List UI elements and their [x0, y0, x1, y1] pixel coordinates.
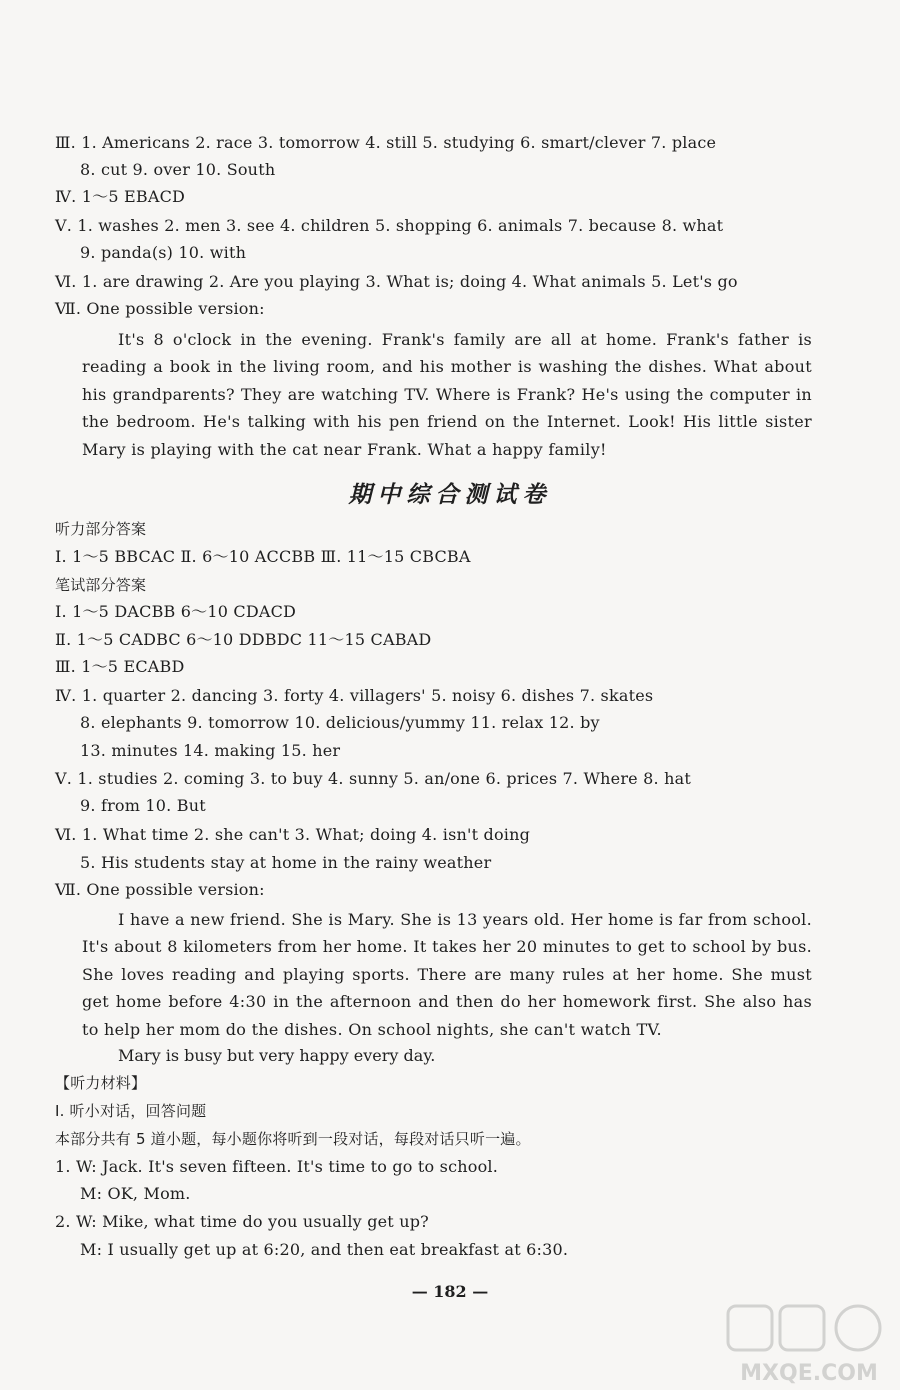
answer-line: Ⅶ. One possible version:: [55, 880, 265, 899]
answer-line: Ⅲ. 1. Americans 2. race 3. tomorrow 4. still 5. studying 6. smart/clever 7. place: [55, 133, 717, 152]
section-label: Ⅰ. 听小对话，回答问题: [55, 1102, 207, 1120]
answer-line: 8. elephants 9. tomorrow 10. delicious/yummy 11. relax 12. by: [80, 713, 600, 732]
answer-line: 5. His students stay at home in the rainy weather: [80, 853, 492, 872]
section-label: 听力部分答案: [55, 520, 147, 538]
instructions-text: 本部分共有 5 道小题，每小题你将听到一段对话，每段对话只听一遍。: [55, 1130, 531, 1148]
page-number: — 182 —: [411, 1282, 489, 1301]
answer-line: 9. panda(s) 10. with: [80, 243, 247, 262]
essay-closing: Mary is busy but very happy every day.: [118, 1046, 436, 1065]
answer-line: Ⅳ. 1～5 EBACD: [55, 187, 186, 206]
answer-line: Ⅱ. 1～5 CADBC 6～10 DDBDC 11～15 CABAD: [55, 630, 432, 649]
answer-line: 8. cut 9. over 10. South: [80, 160, 276, 179]
dialogue-line: M: OK, Mom.: [80, 1184, 191, 1203]
dialogue-line: 2. W: Mike, what time do you usually get up?: [55, 1212, 429, 1231]
essay-paragraph: I have a new friend. She is Mary. She is 13 years old. Her home is far from school. It's about 8 kilometers from her home. It takes her 20 minutes to get to school by bus. She loves reading and playing sports. There are many rules at her home. She must get home before 4:30 in the afternoon and then do her homework first. She also has to help her mom do the dishes. On school nights, she can't watch TV.: [82, 910, 812, 1039]
answer-line: 9. from 10. But: [80, 796, 206, 815]
answer-line: Ⅴ. 1. studies 2. coming 3. to buy 4. sunny 5. an/one 6. prices 7. Where 8. hat: [55, 769, 691, 788]
answer-line: Ⅵ. 1. are drawing 2. Are you playing 3. What is; doing 4. What animals 5. Let's go: [55, 272, 738, 291]
dialogue-line: 1. W: Jack. It's seven fifteen. It's time to go to school.: [55, 1157, 499, 1176]
essay-paragraph: It's 8 o'clock in the evening. Frank's family are all at home. Frank's father is reading a book in the living room, and his mother is washing the dishes. What about his grandparents? They are watching TV. Where is Frank? He's using the computer in the bedroom. He's talking with his pen friend on the Internet. Look! His little sister Mary is playing with the cat near Frank. What a happy family!: [82, 330, 812, 459]
section-label: 【听力材料】: [55, 1074, 147, 1092]
watermark-logo: [720, 1302, 898, 1386]
answer-line: Ⅶ. One possible version:: [55, 299, 265, 318]
answer-line: Ⅳ. 1. quarter 2. dancing 3. forty 4. villagers' 5. noisy 6. dishes 7. skates: [55, 686, 654, 705]
answer-line: 13. minutes 14. making 15. her: [80, 741, 341, 760]
answer-line: Ⅰ. 1～5 BBCAC Ⅱ. 6～10 ACCBB Ⅲ. 11～15 CBCBA: [55, 547, 471, 566]
answer-line: Ⅴ. 1. washes 2. men 3. see 4. children 5. shopping 6. animals 7. because 8. what: [55, 216, 724, 235]
dialogue-line: M: I usually get up at 6:20, and then eat breakfast at 6:30.: [80, 1240, 569, 1259]
section-title: 期中综合测试卷: [348, 482, 552, 508]
answer-line: Ⅰ. 1～5 DACBB 6～10 CDACD: [55, 602, 297, 621]
answer-line: Ⅵ. 1. What time 2. she can't 3. What; doing 4. isn't doing: [55, 825, 531, 844]
watermark-text: MXQE.COM: [740, 1361, 878, 1386]
answer-line: Ⅲ. 1～5 ECABD: [55, 657, 185, 676]
section-label: 笔试部分答案: [55, 576, 147, 594]
